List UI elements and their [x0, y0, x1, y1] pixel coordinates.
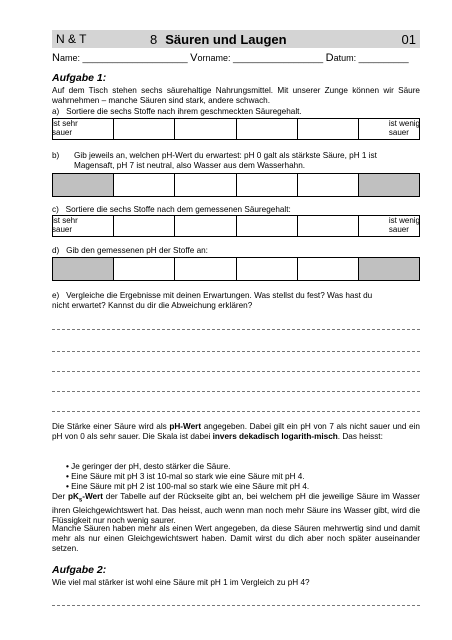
aufgabe1-e — [52, 291, 420, 311]
aufgabe1-a: a) Sortiere die sechs Stoffe nach ihrem geschmeckten Säuregehalt. — [52, 107, 302, 116]
answer-line[interactable] — [52, 605, 420, 606]
chapter-number: 8 — [150, 31, 158, 47]
info-bullet: • Eine Säure mit pH 2 ist 100-mal so stark wie eine Säure mit pH 4. — [66, 482, 420, 492]
grid-c-cell[interactable] — [359, 216, 420, 237]
b-line-2: Magensaft, pH 7 ist neutral, also Wasser aus dem Wasserhahn. — [74, 161, 306, 170]
grid-d-cell[interactable] — [298, 258, 359, 281]
info-p2-sub: s — [78, 497, 83, 504]
answer-line[interactable] — [52, 411, 420, 412]
info-p2-wert: -Wert — [82, 492, 104, 501]
grid-a — [52, 118, 420, 140]
info-p1-scale-term: invers dekadisch logarith-misch — [212, 432, 338, 441]
datum-initial: D — [325, 52, 334, 64]
answer-line[interactable] — [52, 391, 420, 392]
chapter-title — [150, 32, 390, 47]
page-number: 01 — [401, 31, 416, 47]
grid-d-cell[interactable] — [237, 258, 298, 281]
grid-b-cell[interactable] — [359, 174, 420, 197]
info-p2-d: der Tabelle auf der Rückseite gibt an, bei welchem pH die jeweilige Säure im Wasser ihren Gleichgewichtswert hat. Das heisst, auch wenn man noch mehr Säure ins Wasser gibt, wird die Flüssigkeit nur noch wenig saurer. — [52, 492, 420, 525]
b-label: b) — [52, 151, 60, 160]
aufgabe1-heading — [52, 73, 420, 84]
vorname-initial: V — [190, 52, 198, 64]
scale-c-left-1: ist sehr — [52, 216, 78, 225]
grid-c-cell[interactable] — [53, 216, 114, 237]
name-field[interactable]: _____________________ — [82, 53, 188, 63]
scale-c-left-2: sauer — [52, 225, 73, 234]
grid-c-cell[interactable] — [114, 216, 175, 237]
info-p1-a: Die Stärke einer Säure wird als — [52, 422, 170, 431]
info-paragraph-3: Manche Säuren haben mehr als einen Wert angegeben, da diese Säuren mehrwertig sind und damit mehr als nur einen Gleichgewichtswert haben. Damit wirst du dich aber noch später auseinander setzen. — [52, 524, 420, 553]
info-bullet-list — [66, 462, 420, 492]
aufgabe2-heading — [52, 565, 420, 576]
grid-d-cell[interactable] — [175, 258, 236, 281]
info-p2-a: Der — [52, 492, 68, 501]
aufgabe2-title: Aufgabe 2: — [52, 564, 107, 576]
datum-field[interactable]: __________ — [358, 53, 409, 63]
info-paragraph-2 — [52, 492, 420, 526]
scale-a-left-1: ist sehr — [52, 119, 78, 128]
grid-a-cell[interactable] — [175, 119, 236, 140]
worksheet-header — [52, 30, 420, 48]
grid-a-cell[interactable] — [298, 119, 359, 140]
b-row-1 — [52, 151, 420, 161]
e-line-1: e) Vergleiche die Ergebnisse mit deinen Erwartungen. Was stellst du fest? Was hast du — [52, 291, 373, 300]
grid-a-cell[interactable] — [53, 119, 114, 140]
info-bullet: • Je geringer der pH, desto stärker die Säure. — [66, 462, 420, 472]
vorname-field[interactable]: __________________ — [233, 53, 324, 63]
datum-label: atum: — [333, 53, 357, 63]
name-initial: N — [52, 52, 60, 64]
chapter-name: Säuren und Laugen — [165, 31, 287, 47]
scale-a-left-2: sauer — [52, 128, 73, 137]
answer-line[interactable] — [52, 371, 420, 372]
e-line-2: nicht erwartet? Kannst du dir die Abweichung erklären? — [52, 301, 253, 310]
info-p1-ph-term: pH-Wert — [169, 422, 202, 431]
subject-label: N & T — [56, 32, 87, 46]
scale-a-right-2: sauer — [388, 128, 409, 137]
info-bullets — [52, 462, 420, 492]
grid-b-cell[interactable] — [298, 174, 359, 197]
aufgabe1-c: c) Sortiere die sechs Stoffe nach dem gemessenen Säuregehalt: — [52, 205, 291, 214]
aufgabe1-intro: Auf dem Tisch stehen sechs säurehaltige Nahrungsmittel. Mit unserer Zunge können wir Säure wahrnehmen – manche Säuren sind stark, andere schwach. — [52, 86, 420, 105]
scale-a-right-1: ist wenig — [388, 119, 420, 128]
name-row — [52, 52, 420, 64]
grid-b-cell[interactable] — [175, 174, 236, 197]
grid-d-cell[interactable] — [53, 258, 114, 281]
grid-c-cell[interactable] — [175, 216, 236, 237]
aufgabe1-d: d) Gib den gemessenen pH der Stoffe an: — [52, 246, 208, 255]
info-bullet: • Eine Säure mit pH 3 ist 10-mal so stark wie eine Säure mit pH 4. — [66, 472, 420, 482]
aufgabe2-question: Wie viel mal stärker ist wohl eine Säure mit pH 1 im Vergleich zu pH 4? — [52, 578, 310, 587]
grid-d-cell[interactable] — [114, 258, 175, 281]
b-line-1: Gib jeweils an, welchen pH-Wert du erwartest: pH 0 galt als stärkste Säure, pH 1 ist — [74, 151, 377, 160]
info-p2-pk: pK — [67, 492, 79, 501]
vorname-label: orname: — [197, 53, 231, 63]
grid-c-cell[interactable] — [298, 216, 359, 237]
scale-c-right-1: ist wenig — [388, 216, 420, 225]
info-p1-c: angegeben. Dabei gilt ein pH von 7 als nicht sauer und ein pH von 0 als sehr sauer. Die Skala ist dabei — [52, 422, 420, 441]
answer-line[interactable] — [52, 351, 420, 352]
grid-c — [52, 215, 420, 237]
grid-b-cell[interactable] — [237, 174, 298, 197]
name-label: ame: — [59, 53, 80, 63]
aufgabe1-title: Aufgabe 1: — [52, 72, 107, 84]
grid-d-cell[interactable] — [359, 258, 420, 281]
grid-d — [52, 257, 420, 281]
aufgabe1-b — [52, 151, 420, 171]
grid-b-cell[interactable] — [53, 174, 114, 197]
scale-c-right-2: sauer — [388, 225, 409, 234]
grid-b — [52, 173, 420, 197]
grid-c-cell[interactable] — [237, 216, 298, 237]
answer-line[interactable] — [52, 329, 420, 330]
grid-a-cell[interactable] — [237, 119, 298, 140]
grid-b-cell[interactable] — [114, 174, 175, 197]
info-paragraph-1 — [52, 422, 420, 442]
grid-a-cell[interactable] — [359, 119, 420, 140]
info-p1-e: . Das heisst: — [337, 432, 383, 441]
grid-a-cell[interactable] — [114, 119, 175, 140]
